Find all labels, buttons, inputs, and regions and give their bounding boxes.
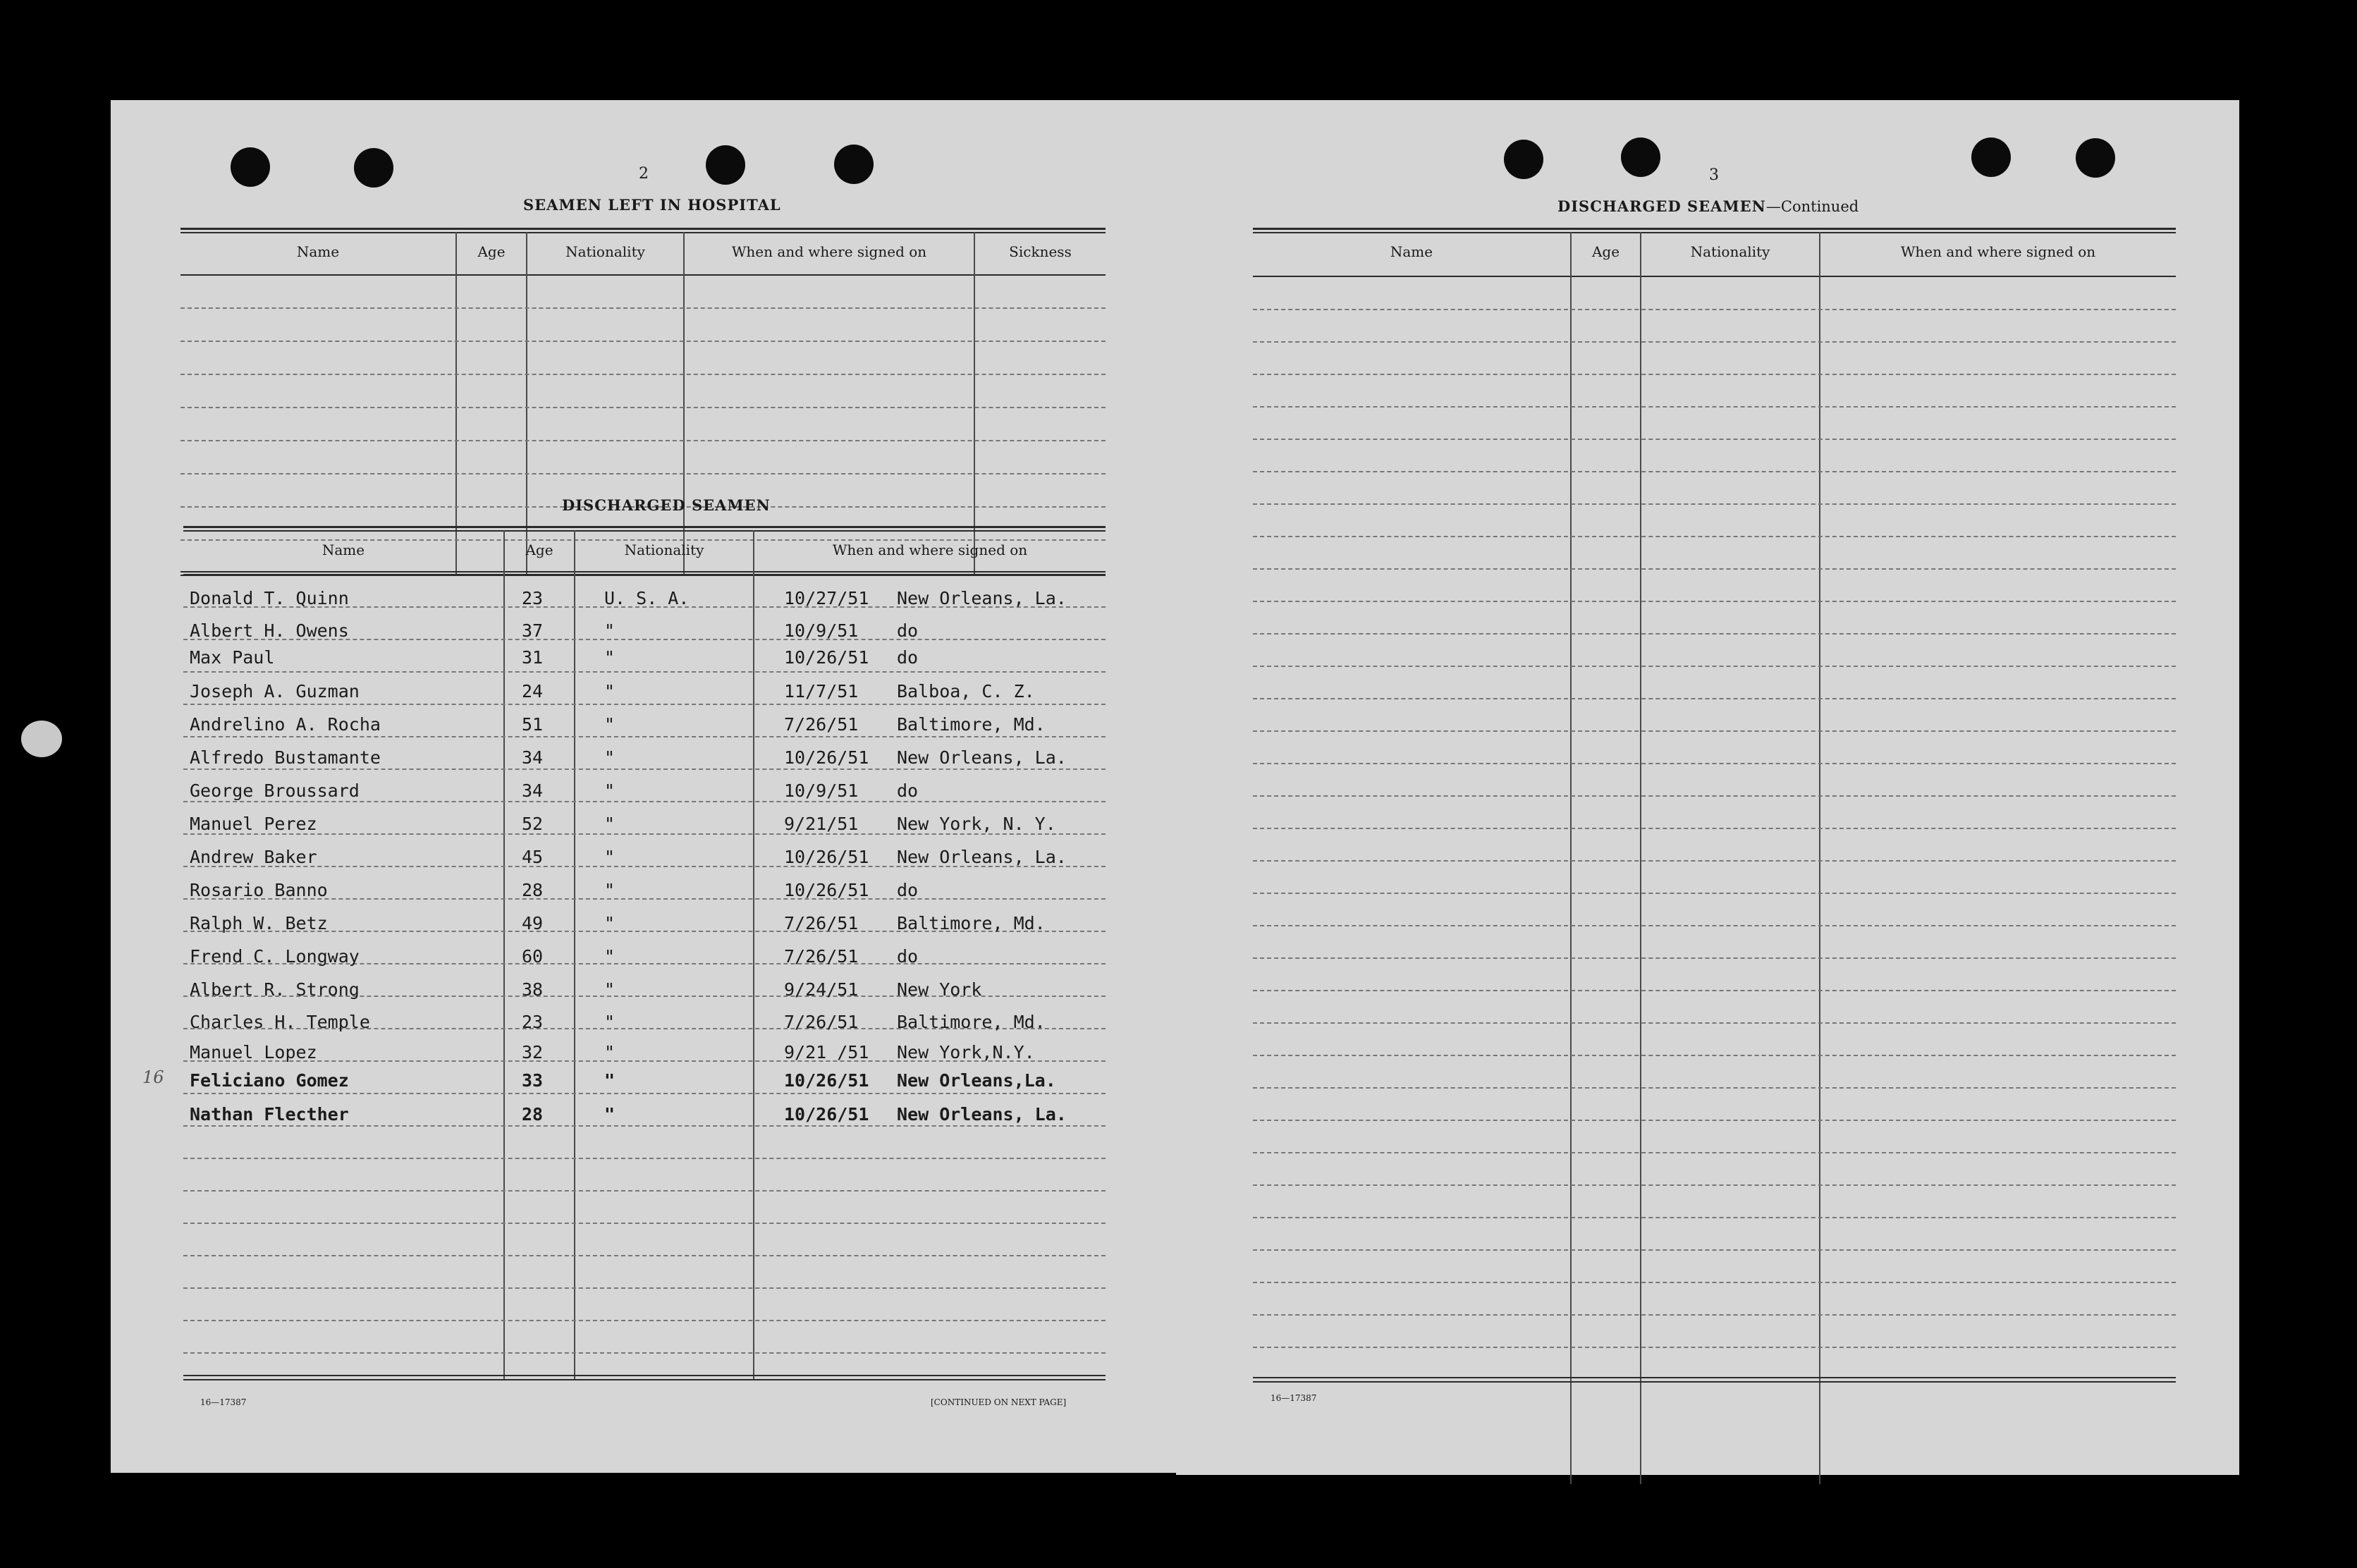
cell-place: New Orleans, La. [897, 1104, 1067, 1125]
col-header-name: Name [1390, 243, 1433, 260]
cell-nationality: " [604, 714, 616, 735]
table-rule [183, 1255, 1106, 1256]
table-rule [1253, 698, 2176, 699]
table-rule [1253, 1152, 2176, 1153]
cell-age: 51 [522, 714, 544, 735]
table-rule [1253, 503, 2176, 505]
title-suffix: —Continued [1765, 198, 1859, 215]
col-header-name: Name [296, 243, 340, 260]
cell-date: 7/26/51 [784, 913, 859, 933]
table-rule [183, 704, 1106, 705]
table-rule [183, 1352, 1106, 1354]
left-page [111, 100, 1177, 1473]
cell-name: Max Paul [190, 647, 275, 668]
cell-age: 34 [522, 747, 544, 768]
cell-name: Albert H. Owens [190, 620, 349, 641]
table-rule [1253, 309, 2176, 310]
table-rule [1253, 374, 2176, 375]
table-rule [183, 768, 1106, 770]
cell-age: 49 [522, 913, 544, 933]
cell-date: 10/27/51 [784, 588, 869, 608]
cell-date: 7/26/51 [784, 1012, 859, 1032]
table-rule [1253, 1249, 2176, 1251]
cell-nationality: " [604, 620, 616, 641]
table-rule [183, 1125, 1106, 1127]
cell-nationality: U. S. A. [604, 588, 690, 608]
table-rule [183, 801, 1106, 802]
discharged-continued-title [1557, 197, 1859, 215]
punch-hole [354, 148, 393, 188]
cell-name: Albert R. Strong [190, 979, 360, 1000]
cell-nationality: " [604, 814, 616, 834]
cell-age: 23 [522, 588, 544, 608]
table-rule [1253, 536, 2176, 537]
table-rule [1253, 471, 2176, 472]
cell-nationality: " [604, 913, 616, 933]
margin-note: 16 [142, 1067, 164, 1087]
punch-hole [834, 145, 874, 184]
punch-hole [2076, 138, 2115, 178]
cell-name: Rosario Banno [190, 880, 328, 900]
cell-name: Alfredo Bustamante [190, 747, 381, 768]
table-rule [1253, 1022, 2176, 1024]
cell-place: do [897, 647, 919, 668]
cell-date: 10/9/51 [784, 780, 859, 801]
right-page [1176, 100, 2239, 1475]
cell-age: 60 [522, 946, 544, 967]
cell-date: 10/26/51 [784, 1070, 869, 1091]
col-header-signed-on: When and where signed on [1900, 243, 2096, 260]
table-rule [1253, 633, 2176, 635]
cell-place: do [897, 620, 919, 641]
punch-hole [1621, 137, 1660, 177]
punch-hole [231, 147, 270, 187]
table-rule [1253, 568, 2176, 570]
cell-place: New York [897, 979, 982, 1000]
cell-date: 10/26/51 [784, 847, 869, 867]
cell-name: George Broussard [190, 780, 360, 801]
table-rule [1253, 1217, 2176, 1218]
cell-place: do [897, 946, 919, 967]
col-header-age: Age [477, 243, 506, 260]
table-rule [1253, 1347, 2176, 1348]
cell-age: 28 [522, 880, 544, 900]
form-number: 16—17387 [200, 1397, 247, 1407]
cell-place: do [897, 880, 919, 900]
cell-date: 10/26/51 [784, 747, 869, 768]
cell-place: Baltimore, Md. [897, 913, 1046, 933]
col-header-nationality: Nationality [624, 541, 704, 558]
cell-name: Manuel Perez [190, 814, 317, 834]
cell-nationality: " [604, 1104, 616, 1125]
cell-name: Joseph A. Guzman [190, 681, 360, 702]
cell-nationality: " [604, 847, 616, 867]
cell-name: Andrew Baker [190, 847, 317, 867]
cell-date: 10/26/51 [784, 1104, 869, 1125]
cell-nationality: " [604, 880, 616, 900]
cell-name: Charles H. Temple [190, 1012, 370, 1032]
table-rule [1253, 730, 2176, 732]
cell-date: 10/26/51 [784, 647, 869, 668]
cell-age: 23 [522, 1012, 544, 1032]
table-rule [183, 1320, 1106, 1321]
cell-date: 9/21/51 [784, 814, 859, 834]
cell-age: 28 [522, 1104, 544, 1125]
cell-place: New Orleans, La. [897, 747, 1067, 768]
cell-date: 10/9/51 [784, 620, 859, 641]
page-number: 2 [639, 165, 649, 183]
cell-place: New Orleans, La. [897, 588, 1067, 608]
cell-age: 33 [522, 1070, 544, 1091]
cell-date: 11/7/51 [784, 681, 859, 702]
cell-nationality: " [604, 979, 616, 1000]
cell-nationality: " [604, 946, 616, 967]
cell-date: 7/26/51 [784, 714, 859, 735]
cell-age: 52 [522, 814, 544, 834]
table-rule [1253, 828, 2176, 829]
table-rule [183, 736, 1106, 737]
cell-age: 32 [522, 1042, 544, 1062]
col-header-sickness: Sickness [1009, 243, 1072, 260]
cell-age: 38 [522, 979, 544, 1000]
table-rule [1253, 1120, 2176, 1121]
continued-note: [CONTINUED ON NEXT PAGE] [931, 1397, 1067, 1407]
table-rule [1253, 601, 2176, 602]
cell-name: Manuel Lopez [190, 1042, 317, 1062]
cell-place: Balboa, C. Z. [897, 681, 1035, 702]
cell-name: Andrelino A. Rocha [190, 714, 381, 735]
cell-age: 37 [522, 620, 544, 641]
cell-place: Baltimore, Md. [897, 1012, 1046, 1032]
title-main: DISCHARGED SEAMEN [1557, 197, 1766, 215]
table-rule [1253, 860, 2176, 862]
col-header-name: Name [322, 541, 365, 558]
cell-name: Frend C. Longway [190, 946, 360, 967]
punch-hole [1504, 140, 1543, 179]
hospital-section-title: SEAMEN LEFT IN HOSPITAL [523, 196, 781, 214]
cell-place: New Orleans,La. [897, 1070, 1056, 1091]
table-rule [1253, 341, 2176, 343]
cell-nationality: " [604, 747, 616, 768]
cell-place: New York,N.Y. [897, 1042, 1035, 1062]
cell-nationality: " [604, 1070, 616, 1091]
table-rule [1253, 1055, 2176, 1056]
cell-age: 31 [522, 647, 544, 668]
col-header-age: Age [525, 541, 553, 558]
cell-nationality: " [604, 780, 616, 801]
table-rule [183, 1287, 1106, 1289]
cell-name: Nathan Flecther [190, 1104, 349, 1125]
table-rule [1253, 795, 2176, 797]
cell-place: New Orleans, La. [897, 847, 1067, 867]
punch-hole [1971, 137, 2011, 177]
table-rule [183, 1093, 1106, 1094]
table-rule [1253, 925, 2176, 926]
col-header-signed-on: When and where signed on [731, 243, 927, 260]
table-rule [1253, 1087, 2176, 1089]
table-rule [1253, 990, 2176, 991]
table-rule [183, 1190, 1106, 1192]
cell-date: 7/26/51 [784, 946, 859, 967]
cell-name: Ralph W. Betz [190, 913, 328, 933]
cell-nationality: " [604, 647, 616, 668]
table-rule [1253, 893, 2176, 894]
table-rule [183, 671, 1106, 673]
punch-hole [706, 145, 745, 185]
table-rule [1253, 1184, 2176, 1186]
table-rule [183, 1223, 1106, 1224]
discharged-section-title: DISCHARGED SEAMEN [562, 496, 771, 514]
col-header-nationality: Nationality [1690, 243, 1770, 260]
cell-place: do [897, 780, 919, 801]
cell-age: 45 [522, 847, 544, 867]
col-header-signed-on: When and where signed on [832, 541, 1028, 558]
cell-name: Feliciano Gomez [190, 1070, 349, 1091]
cell-age: 34 [522, 780, 544, 801]
scan-dust-spot [21, 721, 62, 757]
cell-nationality: " [604, 681, 616, 702]
cell-name: Donald T. Quinn [190, 588, 349, 608]
page-number: 3 [1709, 166, 1719, 184]
table-rule [1253, 763, 2176, 764]
form-number: 16—17387 [1271, 1393, 1317, 1403]
table-rule [1253, 1314, 2176, 1316]
table-rule [1253, 1282, 2176, 1283]
cell-place: New York, N. Y. [897, 814, 1056, 834]
table-rule [1253, 666, 2176, 667]
cell-age: 24 [522, 681, 544, 702]
col-header-nationality: Nationality [565, 243, 645, 260]
cell-date: 9/24/51 [784, 979, 859, 1000]
table-rule [1253, 957, 2176, 959]
cell-place: Baltimore, Md. [897, 714, 1046, 735]
table-rule [1253, 439, 2176, 440]
cell-date: 10/26/51 [784, 880, 869, 900]
cell-nationality: " [604, 1012, 616, 1032]
col-header-age: Age [1591, 243, 1620, 260]
table-rule [1253, 406, 2176, 408]
cell-date: 9/21 /51 [784, 1042, 869, 1062]
cell-nationality: " [604, 1042, 616, 1062]
table-rule [183, 1158, 1106, 1159]
